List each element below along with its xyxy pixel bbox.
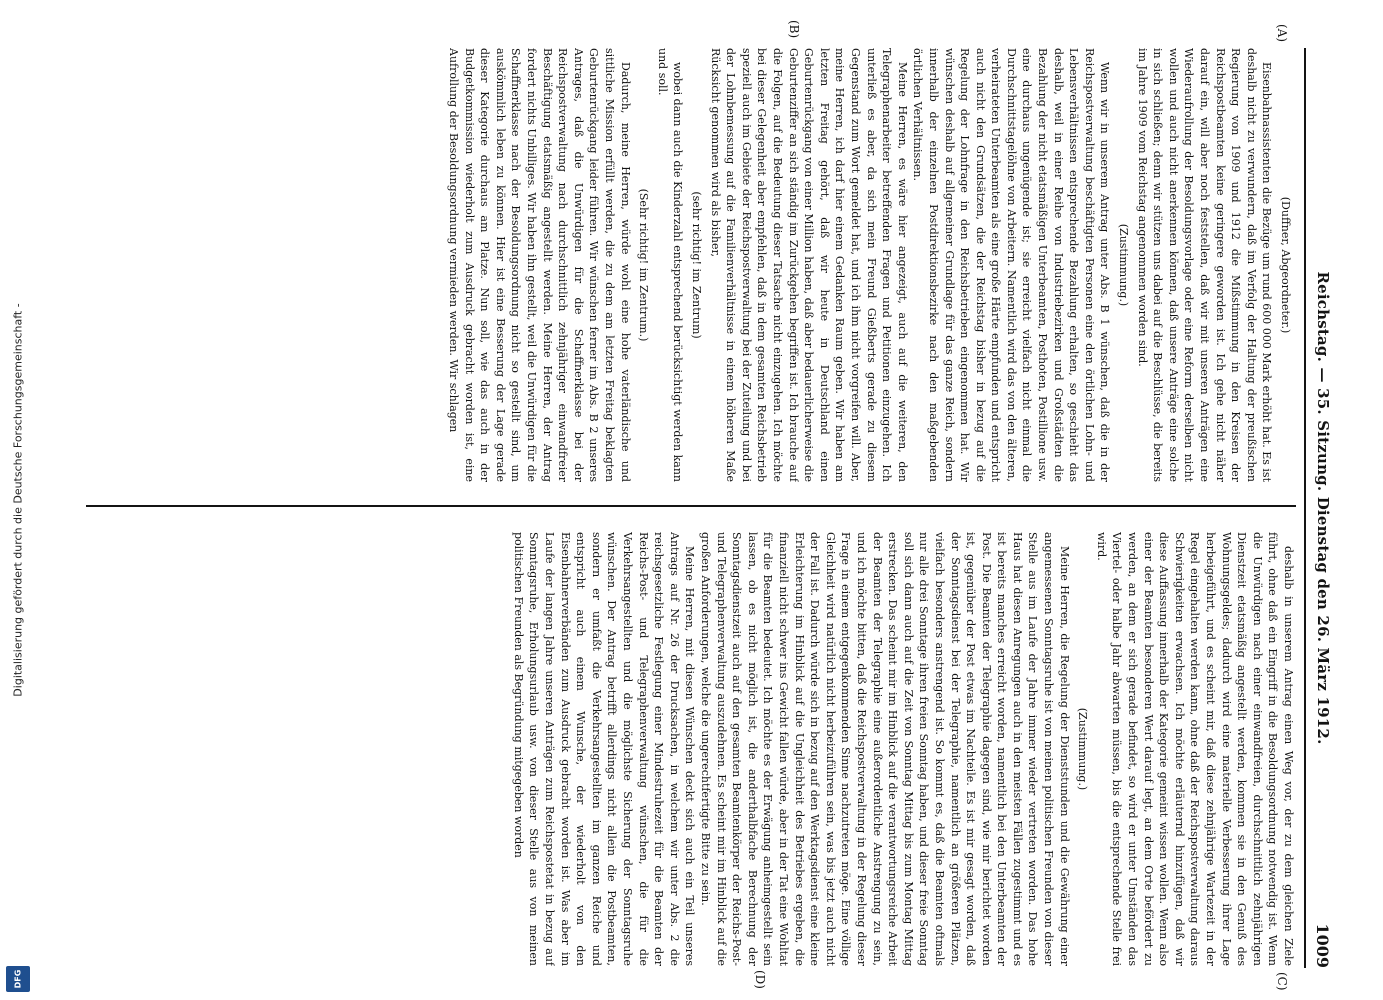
paragraph: Wenn wir in unserem Antrag unter Abs. B 1 wünschen, daß die in der Reichspostverwaltung beschäftigten Personen eine den örtlichen Lohn- und Lebensverhältnissen entsprechende Bezahlung erhalten, so geschieht das deshalb, weil in einer Reihe von Industriebezirken und Großstädten die Bezahlung der nicht etatsmäßigen Unterbeamten, Posthoten, Postillione usw. eine durchaus ungenügende ist; sie erreicht vielfach nicht einmal die Durchschnittstagelöhne von Arbeitern. Namentlich wird das von den älteren, verheirateten Unterbeamten als eine große Härte empfunden und entspricht auch nicht den Grundsätzen, die der Reichstag bisher in bezug auf die Regelung der Lohnfrage in den Reichsbetrieben eingenommen hat. Wir wünschen deshalb auf allgemeiner Grundlage für das ganze Reich, sondern innerhalb der einzelnen Postdirektionsbezirke nach den maßgebenden örtlichen Verhältnissen. (911, 48, 1112, 482)
header-rule (1304, 48, 1306, 968)
digitization-credit: Digitalisierung gefördert durch die Deutsche Forschungsgemeinschaft - (11, 303, 25, 697)
left-column (86, 48, 1296, 482)
margin-marker-d: (D) (753, 970, 767, 989)
page-title: Reichstag. — 35. Sitzung. Dienstag den 26. März 1912. (1314, 271, 1332, 745)
paragraph: Dadurch, meine Herren, würde wohl eine hohe vaterländische und sittliche Mission erfüllt werden, die zu dem am letzten Freitag beklagten Geburtenrückgang leider führen. Wir wünschen ferner im Abs. B 2 unseres Antrages, daß die Unwürdigen für die Schaffnerklasse bei der Reichspostverwaltung nach durchschnittlich zehnjähriger einwandfreier Beschäftigung etatsmäßig angestellt werden. Meine Herren, der Antrag fordert nichts Unbilliges. Wir haben ihn gestellt, weil die Unwürdigen für die Schaffnerklasse nach der Besoldungsordnung nicht so gestellt sind, um auskömmlich leben zu können. Hier ist eine Besserung der Lage gerade dieser Kategorie durchaus am Platze. Nun soll, wie das auch in der Budgetkommission wiederholt zum Ausdruck gebracht worden ist, eine Aufrollung der Besoldungsordnung vermieden werden. Wir schlagen (447, 48, 632, 482)
margin-marker-a: (A) (1275, 24, 1289, 43)
paragraph: deshalb in unserem Antrag einen Weg vor, der zu dem gleichen Ziele führt, ohne daß ein Eingriff in die Besoldungsordnung notwendig ist. Wenn die Unwürdigen nach einer einwandfreien, durchschnittlich zehnjährigen Dienstzeit etatsmäßig angestellt werden, kommen sie in den Genuß des Wohnungsgeldes; dadurch wird eine materielle Verbesserung ihrer Lage herbeigeführt, und es scheint mir, daß diese zehnjährige Wartezeit in der Regel eingehalten werden kann, ohne daß der Reichspostverwaltung daraus Schwierigkeiten erwachsen. Ich möchte erläuternd hinzufügen, daß wir diese Auffassung innerhalb der Kategorie gemeint wissen wollen. Wenn also einer der Beamten besonderen Wert darauf legt, an dem Orte befördert zu werden, an dem er sich gerade befindet, so wird er unter Umständen das Viertel- oder halbe Jahr abwarten müssen, bis die entsprechende Stelle frei wird. (1094, 532, 1295, 966)
interjection: (Zustimmung.) (1076, 707, 1090, 791)
interjection: (Zustimmung.) (1117, 223, 1131, 307)
margin-marker-c: (C) (1275, 972, 1289, 991)
paragraph: wobei dann auch die Kinderzahl entsprechend berücksichtigt werden kann und soll. (655, 48, 685, 482)
digitization-credit-strip (0, 0, 36, 1000)
dfg-logo (6, 966, 30, 992)
paragraph: Meine Herren, die Regelung der Dienststunden und die Gewährung einer angemessenen Sonntagsruhe ist von meinen politischen Freunden von dieser Stelle aus im Laufe der Jahre immer wieder vertreten worden. Das hohe Haus hat diesen Anregungen auch in den meisten Fällen zugestimmt und es ist bereits manches erreicht worden, namentlich bei den Unterbeamten der Post. Die Beamten der Telegraphie dagegen sind, wie mir berichtet worden ist, gegenüber der Post etwas im Nachteile. Es ist mir gesagt worden, daß der Sonntagsdienst bei der Telegraphie, namentlich an größeren Plätzen, vielfach besonders anstrengend ist. So kommt es, daß die Beamten oftmals nur alle drei Sonntage ihren freien Sonntag haben, und dieser freie Sonntag soll sich dann auch auf die Zeit von Sonntag Mittag bis zum Montag Mittag erstrecken. Das scheint mir im Hinblick auf die verantwortungsreiche Arbeit der Beamten der Telegraphie eine außerordentliche Anstrengung zu sein, und ich möchte bitten, daß die Reichspostverwaltung in der Regelung dieser Frage in einem entgegenkommenden Sinne nachzutreten möge. Eine völlige Gleichheit wird natürlich nicht herbeizuführen sein, was bis jetzt auch nicht der Fall ist. Dadurch würde sich in bezug auf den Werktagsdienst eine kleine Erleichterung im Hinblick auf die Ungleichheit des Betriebes ergeben, die finanziell nicht schwer ins Gewicht fallen würde, aber in der Tat eine Wohltat für die Beamten bedeutet. Ich möchte es der Erwägung anheimgestellt sein lassen, ob es nicht möglich ist, die anderthalbfache Berechnung der Sonntagsdienstzeit auch auf den gesamten Beamtenkörper der Reichs-Post- und Telegraphenverwaltung auszudehnen. Es scheint mir im Hinblick auf die großen Anforderungen, welche die ungerechtfertigte Bitte zu sein. (699, 532, 1071, 966)
document-page (68, 18, 1340, 990)
paragraph: Meine Herren, es wäre hier angezeigt, auch auf die weiteren, den Telegraphenarbeiter betreffenden Fragen und Petitionen einzugehen. Ich unterließ es aber, da sich mein Freund Gießberts gerade zu diesem Gegenstand zum Wort gemeldet hat, und ich ihm nicht vorgreifen will. Aber, meine Herren, ich darf hier einem Gedanken Raum geben. Wir haben am letzten Freitag gehört, daß wir heute in Deutschland einen Geburtenrückgang von einer Million haben, daß aber bedauerlicherweise die Geburtenziffer an sich ständig im Zurückgehen begriffen ist. Ich brauche auf die Folgen, auf die Bedeutung dieser Tatsache nicht einzugehen. Ich möchte bei dieser Gelegenheit aber empfehlen, daß in dem gesamten Reichsbetrieb speziell auch im Gebiete der Reichspostverwaltung bei der Zuteilung und bei der Lohnbemessung auf die Familienverhältnisse in einem höheren Maße Rücksicht genommen wird als bisher, (708, 48, 909, 482)
margin-marker-b: (B) (787, 20, 801, 39)
column-divider (86, 505, 1296, 507)
speaker-label: (Duffner, Abgeordneter.) (1279, 196, 1292, 334)
paragraph: Meine Herren, mit diesen Wünschen deckt sich auch ein Teil unseres Antrags auf Nr. 26 der Drucksachen, in welchem wir unter Abs. 2 die reichsgesetzliche Festlegung einer Mindestruhezeit für die Beamten der Reichs-Post- und Telegraphenverwaltung wünschen, die für die Verkehrsangestellten und die möglichste Sicherung der Sonntagsruhe wünschen. Der Antrag betrifft allerdings nicht allein die Postbeamten, sondern er umfaßt die Verkehrsangestellten im ganzen Reiche und entspricht auch einem Wunsche, der wiederholt von den Eisenbahnerverbänden zum Ausdruck gebracht worden ist. Was aber im Laufe der langen Jahre unseren Anträgen zum Reichspostetat in bezug auf Sonntagsruhe, Erholungsurlaub usw. von dieser Stelle aus von meinen politischen Freunden als Begründung mitgegeben worden (511, 532, 697, 966)
interjection: (sehr richtig! im Zentrum) (690, 191, 704, 339)
page-header (1306, 48, 1332, 968)
interjection: (Sehr richtig! im Zentrum.) (637, 188, 651, 342)
right-column (86, 532, 1296, 966)
page-number: 1009 (1313, 923, 1332, 968)
dfg-logo-text: DFG (13, 969, 23, 989)
paragraph: Eisenbahnassistenten die Bezüge um rund 600 000 Mark erhöht hat. Es ist deshalb nicht zu verwundern, daß im Verfolg der Haltung der preußischen Regierung von 1909 und 1912 die Mißstimmung in den Kreisen der Reichspostbeamten keine geringere geworden ist. Ich gehe nicht näher darauf ein, will aber noch feststellen, daß wir mit unseren Anträgen eine Wiederaufrollung der Besoldungsvorlage oder eine Reform derselben nicht wollen und auch nicht anerkennen können, daß unsere Anträge eine solche in sich schließen; denn wir stützen uns dabei auf die Beschlüsse, die bereits im Jahre 1909 vom Reichstag angenommen worden sind. (1135, 48, 1274, 482)
